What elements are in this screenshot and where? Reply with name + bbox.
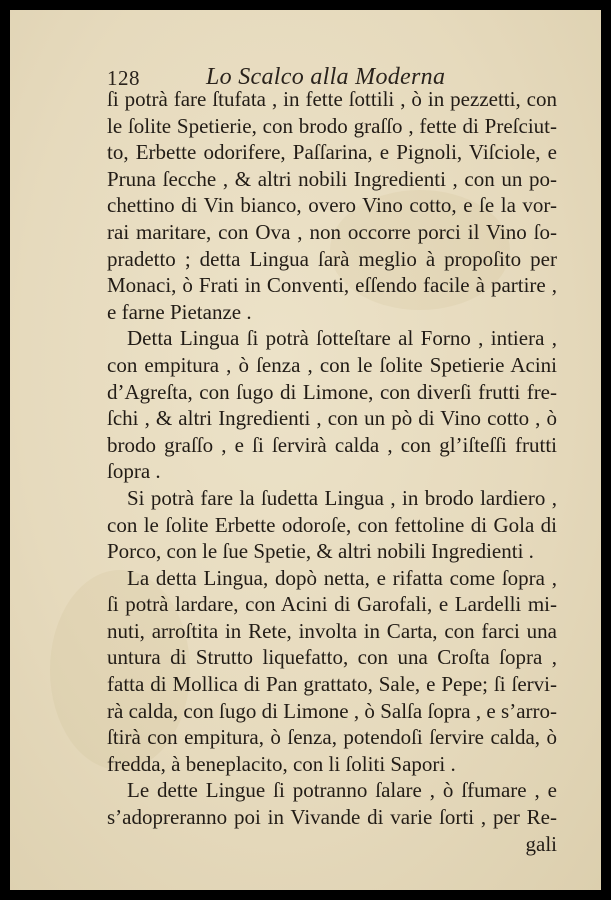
text-line: Detta Lingua ſi potrà ſotteſtare al Forno , intiera , [127,326,557,351]
page-number: 128 [107,66,140,90]
text-line: rai maritare, con Ova , non occorre porci il Vino ſo- [107,219,557,244]
text-line: Monaci, ò Frati in Conventi, eſſendo facile à partire , [107,273,557,298]
text-line: ſopra . [107,459,161,484]
text-line: ſchi , & altri Ingredienti , con un pò di Vino cotto , ò [107,406,557,431]
text-line: con le ſolite Erbette odoroſe, con fettoline di Gola di [107,512,557,537]
text-line: ſi potrà fare ſtufata , in fette ſottili , ò in pezzetti, con [107,87,557,111]
text-line: fredda, à beneplacito, con li ſoliti Sapori . [107,751,456,776]
text-line: chettino di Vin bianco, overo Vino cotto, e ſe la vor- [107,193,557,218]
text-line: e farne Pietanze . [107,299,252,324]
text-line: Si potrà fare la ſudetta Lingua , in brodo lardiero , [127,485,557,510]
text-line: untura di Strutto liquefatto, con una Croſta ſopra , [107,645,557,670]
catchword: gali [525,831,557,856]
text-line: Porco, con le ſue Spetie, & altri nobili Ingredienti . [107,539,534,564]
text-line: ſtirà con empitura, ò ſenza, potendoſi ſervire calda, ò [107,725,557,750]
text-line: rà calda, con ſugo di Limone , ò Salſa ſopra , e s’arro- [107,698,557,723]
text-line: le ſolite Spetierie, con brodo graſſo , fette di Preſciut- [107,113,557,138]
text-line: Le dette Lingue ſi potranno ſalare , ò ſfumare , e [127,778,557,803]
text-line: d’Agreſta, con ſugo di Limone, con diverſi frutti fre- [107,379,557,404]
text-line: brodo graſſo , e ſi ſervirà calda , con gl’iſteſſi frutti [107,432,557,457]
text-line: nuti, arroſtita in Rete, involta in Carta, con farci una [107,618,557,643]
body-text [107,86,557,857]
text-line: pradetto ; detta Lingua ſarà meglio à propoſito per [107,246,557,271]
text-line: s’adopreranno poi in Vivande di varie ſorti , per Re- [107,805,557,830]
text-line: La detta Lingua, dopò netta, e rifatta come ſopra , [127,565,557,590]
text-line: ſi potrà lardare, con Acini di Garofali, e Lardelli mi- [107,592,557,617]
running-title: Lo Scalco alla Moderna [206,64,446,90]
text-line: con empitura , ò ſenza , con le ſolite Spetierie Acini [107,352,557,377]
text-line: fatta di Mollica di Pan grattato, Sale, e Pepe; ſi ſervi- [107,672,557,697]
text-line: Pruna ſecche , & altri nobili Ingredienti , con un po- [107,166,557,191]
text-line: to, Erbette odorifere, Paſſarina, e Pignoli, Viſciole, e [107,140,557,165]
